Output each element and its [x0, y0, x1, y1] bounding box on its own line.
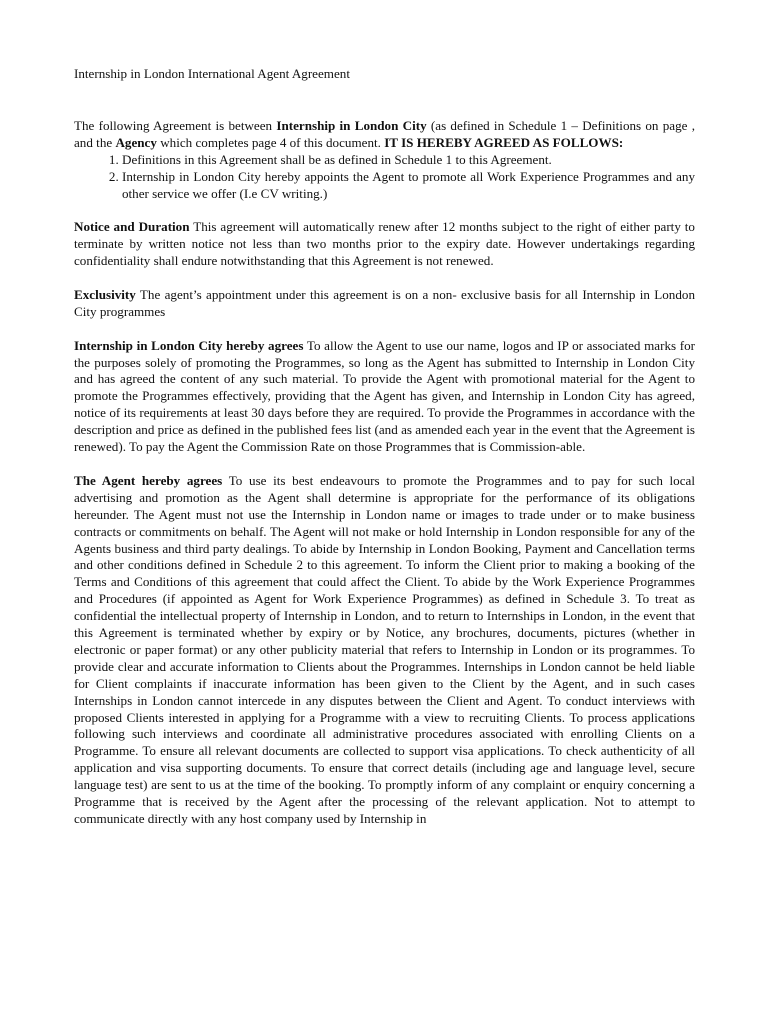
- spacer: [74, 83, 695, 118]
- notice-body: This agreement will automatically renew after 12 months subject to the right of either party to terminate by written notice not less than two months prior to the expiry date. However undertakings regarding confidentiality shall endure notwithstanding that this Agreement is not renewed.: [74, 219, 695, 269]
- list-item: 2. Internship in London City hereby appoints the Agent to promote all Work Experience Programmes and any other service we offer (I.e CV writing.): [122, 169, 695, 203]
- agent-agrees-body: To use its best endeavours to promote the Programmes and to pay for such local advertising and promotion as the Agent shall determine is appropriate for the performance of its obligations hereunder. The Agent must not use the Internship in London name or images to trade under or to make business contracts or commitments on behalf. The Agent will not make or hold Internship in London responsible for any of the Agents business and third party dealings. To abide by Internship in London Booking, Payment and Cancellation terms and other conditions defined in Schedule 2 to this agreement. To inform the Client prior to making a booking of the Terms and Conditions of this agreement that could affect the Client. To abide by the Work Experience Programmes and Procedures (if appointed as Agent for Work Experience Programmes) as defined in Schedule 3. To treat as confidential the intellectual property of Internship in London, and to return to Internships in London, in the event that this Agreement is terminated whether by expiry or by Notice, any brochures, documents, pictures (whether in electronic or paper format) or any other publicity material that refers to Internship in London or its programmes. To provide clear and accurate information to Clients about the Programmes. Internships in London cannot be held liable for Client complaints if inaccurate information has been given to the Client by the Agent, and in such cases Internships in London cannot intercede in any disputes between the Client and Agent. To conduct interviews with proposed Clients interested in applying for a Programme with a view to recruiting Clients. To process applications following such interviews and coordinate all administrative procedures associated with enrolling Clients on a Programme. To ensure all relevant documents are collected to support visa applications. To check authenticity of all application and visa supporting documents. To ensure that correct details (including age and language level, secure language test) are sent to us at the time of the booking. To promptly inform of any complaint or enquiry concerning a Programme that is received by the Agent after the processing of the relevant application. Not to attempt to communicate directly with any host company used by Internship in: [74, 472, 695, 826]
- agent-agrees-paragraph: [74, 473, 695, 828]
- exclusivity-paragraph: [74, 287, 695, 321]
- intro-text-3: which completes page 4 of this document.: [156, 134, 385, 150]
- spacer: [74, 202, 695, 219]
- intro-party-company: Internship in London City: [276, 117, 427, 133]
- notice-paragraph: [74, 219, 695, 270]
- document-title: Internship in London International Agent Agreement: [74, 66, 350, 81]
- intro-paragraph: [74, 118, 695, 152]
- intro-text-1: The following Agreement is between: [74, 117, 277, 133]
- definitions-list: [74, 152, 695, 203]
- document-page: [74, 66, 695, 828]
- intro-text-2: (as defined in Schedule 1 – Definitions on page , and the: [74, 117, 695, 150]
- intro-party-agency: Agency: [115, 134, 157, 150]
- company-agrees-paragraph: [74, 338, 695, 456]
- spacer: [74, 321, 695, 338]
- exclusivity-body: The agent’s appointment under this agreement is on a non- exclusive basis for all Internship in London City programmes: [74, 286, 695, 319]
- spacer: [74, 456, 695, 473]
- exclusivity-heading: Exclusivity: [74, 286, 136, 302]
- agent-agrees-heading: The Agent hereby agrees: [74, 472, 223, 488]
- company-agrees-body: To allow the Agent to use our name, logos and IP or associated marks for the purposes solely of promoting the Programmes, so long as the Agent has submitted to Internship in London City and has agreed the content of any such material. To provide the Agent with promotional material for the Agent to promote the Programmes effectively, providing that the Agent has given, and Internship in London City has agreed, notice of its requirements at least 30 days before they are required. To provide the Programmes in accordance with the description and price as defined in the published fees list (and as amended each year in the event that the Agreement is renewed). To pay the Agent the Commission Rate on those Programmes that is Commission-able.: [74, 337, 695, 455]
- notice-heading: Notice and Duration: [74, 219, 190, 235]
- company-agrees-heading: Internship in London City hereby agrees: [74, 337, 304, 353]
- list-item: 1. Definitions in this Agreement shall be as defined in Schedule 1 to this Agreement.: [122, 152, 695, 169]
- spacer: [74, 270, 695, 287]
- intro-agreed-heading: IT IS HEREBY AGREED AS FOLLOWS:: [384, 134, 624, 150]
